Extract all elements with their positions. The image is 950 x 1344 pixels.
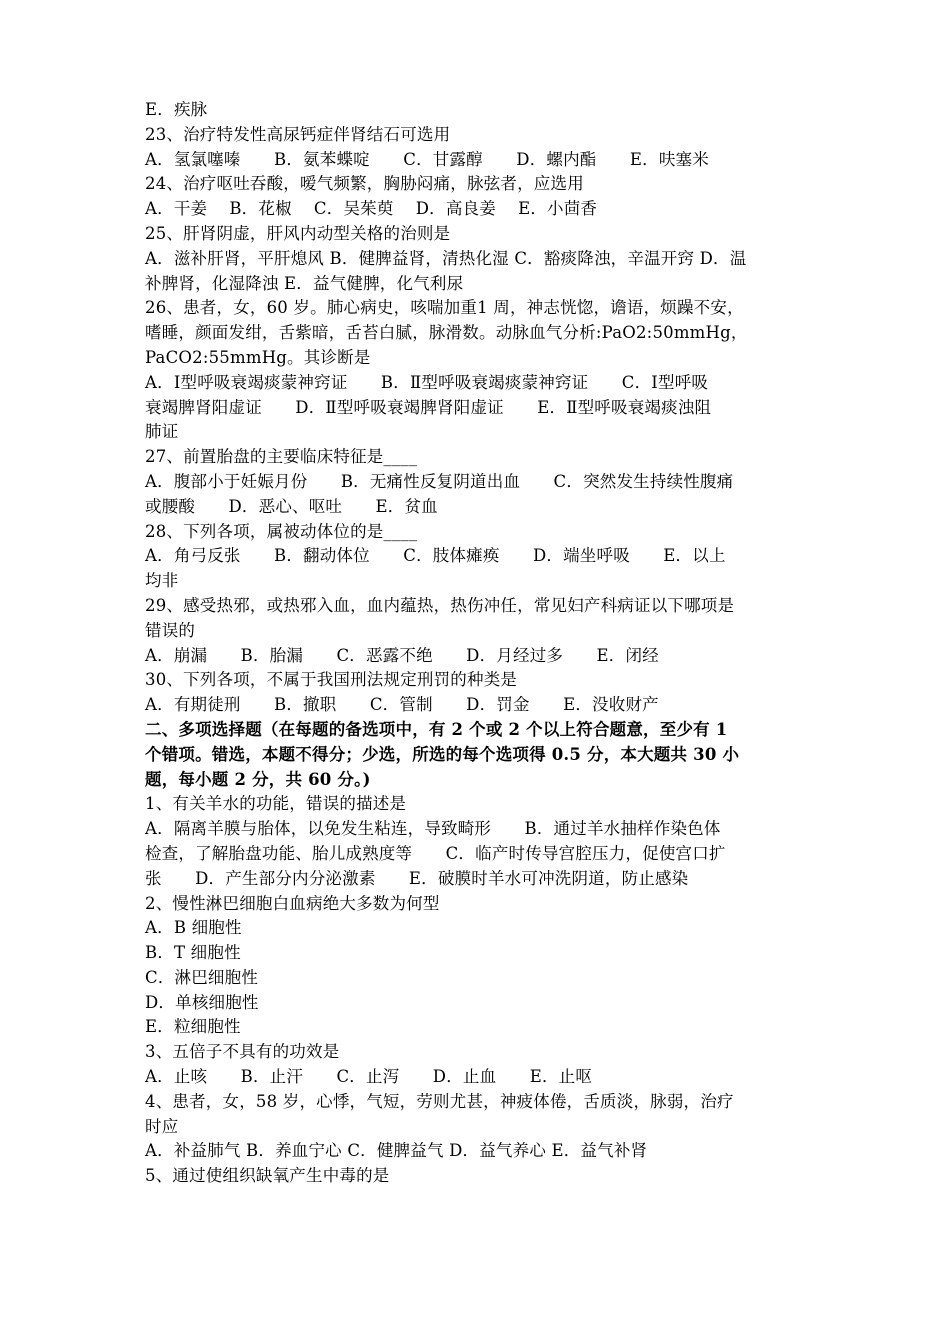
options-27-line-2: 或腰酸 D．恶心、呕吐 E．贫血: [145, 496, 438, 516]
options-m1-line-3: 张 D．产生部分内分泌激素 E．破膜时羊水可冲洗阴道，防止感染: [145, 868, 689, 888]
options-m4: A．补益肺气 B．养血宁心 C．健脾益气 D．益气养心 E．益气补肾: [145, 1141, 648, 1161]
options-23: A．氢氯噻嗪 B．氨苯蝶啶 C．甘露醇 D．螺内酯 E．呋塞米: [145, 149, 709, 169]
question-26-line-3: PaCO2:55mmHg。其诊断是: [145, 347, 371, 367]
question-m4-line-1: 4、患者，女，58 岁，心悸，气短，劳则尤甚，神疲体倦，舌质淡，脉弱，治疗: [145, 1091, 734, 1111]
question-28: 28、下列各项，属被动体位的是____: [145, 521, 418, 541]
options-25-line-1: A．滋补肝肾，平肝熄风 B．健脾益肾，清热化湿 C．豁痰降浊，辛温开窍 D．温: [145, 248, 747, 268]
question-23: 23、治疗特发性高尿钙症伴肾结石可选用: [145, 124, 451, 144]
question-24: 24、治疗呕吐吞酸，嗳气频繁，胸胁闷痛，脉弦者，应选用: [145, 174, 584, 194]
section-heading-line-2: 个错项。错选，本题不得分；少选，所选的每个选项得 0.5 分，本大题共 30 小: [145, 744, 740, 764]
question-m1: 1、有关羊水的功能，错误的描述是: [145, 794, 407, 814]
options-25-line-2: 补脾肾，化湿降浊 E．益气健脾，化气利尿: [145, 273, 464, 293]
section-heading-line-3: 题，每小题 2 分，共 60 分。): [145, 769, 371, 789]
options-27-line-1: A．腹部小于妊娠月份 B．无痛性反复阴道出血 C．突然发生持续性腹痛: [145, 471, 734, 491]
question-29-line-1: 29、感受热邪，或热邪入血，血内蕴热，热伤冲任，常见妇产科病证以下哪项是: [145, 595, 735, 615]
question-30: 30、下列各项，不属于我国刑法规定刑罚的种类是: [145, 670, 518, 690]
options-24: A．干姜 B．花椒 C．吴茱萸 D．高良姜 E．小茴香: [145, 199, 598, 219]
options-30: A．有期徒刑 B．撤职 C．管制 D．罚金 E．没收财产: [145, 695, 659, 715]
option-m2-d: D．单核细胞性: [145, 992, 259, 1012]
options-m1-line-2: 检查，了解胎盘功能、胎儿成熟度等 C．临产时传导宫腔压力，促使宫口扩: [145, 843, 726, 863]
options-29: A．崩漏 B．胎漏 C．恶露不绝 D．月经过多 E．闭经: [145, 645, 659, 665]
option-line: E．疾脉: [145, 100, 208, 119]
question-29-line-2: 错误的: [145, 620, 196, 640]
options-26-line-2: 衰竭脾肾阳虚证 D．Ⅱ型呼吸衰竭脾肾阳虚证 E．Ⅱ型呼吸衰竭痰浊阻: [145, 397, 712, 417]
question-m4-line-2: 时应: [145, 1116, 179, 1136]
question-m2: 2、慢性淋巴细胞白血病绝大多数为何型: [145, 893, 440, 913]
question-m3: 3、五倍子不具有的功效是: [145, 1042, 340, 1062]
document-page: [145, 98, 820, 1189]
options-m3: A．止咳 B．止汗 C．止泻 D．止血 E．止呕: [145, 1067, 593, 1087]
question-m5: 5、通过使组织缺氧产生中毒的是: [145, 1166, 390, 1186]
options-26-line-3: 肺证: [145, 422, 179, 442]
option-m2-b: B．T 细胞性: [145, 943, 241, 963]
options-28-line-2: 均非: [145, 571, 179, 591]
options-26-line-1: A．Ⅰ型呼吸衰竭痰蒙神窍证 B．Ⅱ型呼吸衰竭痰蒙神窍证 C．Ⅰ型呼吸: [145, 372, 709, 392]
question-26-line-2: 嗜睡，颜面发绀，舌紫暗，舌苔白腻，脉滑数。动脉血气分析:PaO2:50mmHg，: [145, 323, 748, 343]
options-m1-line-1: A．隔离羊膜与胎体，以免发生粘连，导致畸形 B．通过羊水抽样作染色体: [145, 819, 721, 839]
section-heading-line-1: 二、多项选择题（在每题的备选项中，有 2 个或 2 个以上符合题意，至少有 1: [145, 719, 728, 739]
option-m2-a: A．B 细胞性: [145, 918, 242, 938]
question-25: 25、肝肾阴虚，肝风内动型关格的治则是: [145, 223, 451, 243]
option-m2-c: C．淋巴细胞性: [145, 967, 259, 987]
question-26-line-1: 26、患者，女，60 岁。肺心病史，咳喘加重1 周，神志恍惚，谵语，烦躁不安，: [145, 298, 744, 318]
options-28-line-1: A．角弓反张 B．翻动体位 C．肢体瘫痪 D．端坐呼吸 E．以上: [145, 546, 726, 566]
option-m2-e: E．粒细胞性: [145, 1017, 241, 1037]
question-27: 27、前置胎盘的主要临床特征是____: [145, 447, 418, 467]
